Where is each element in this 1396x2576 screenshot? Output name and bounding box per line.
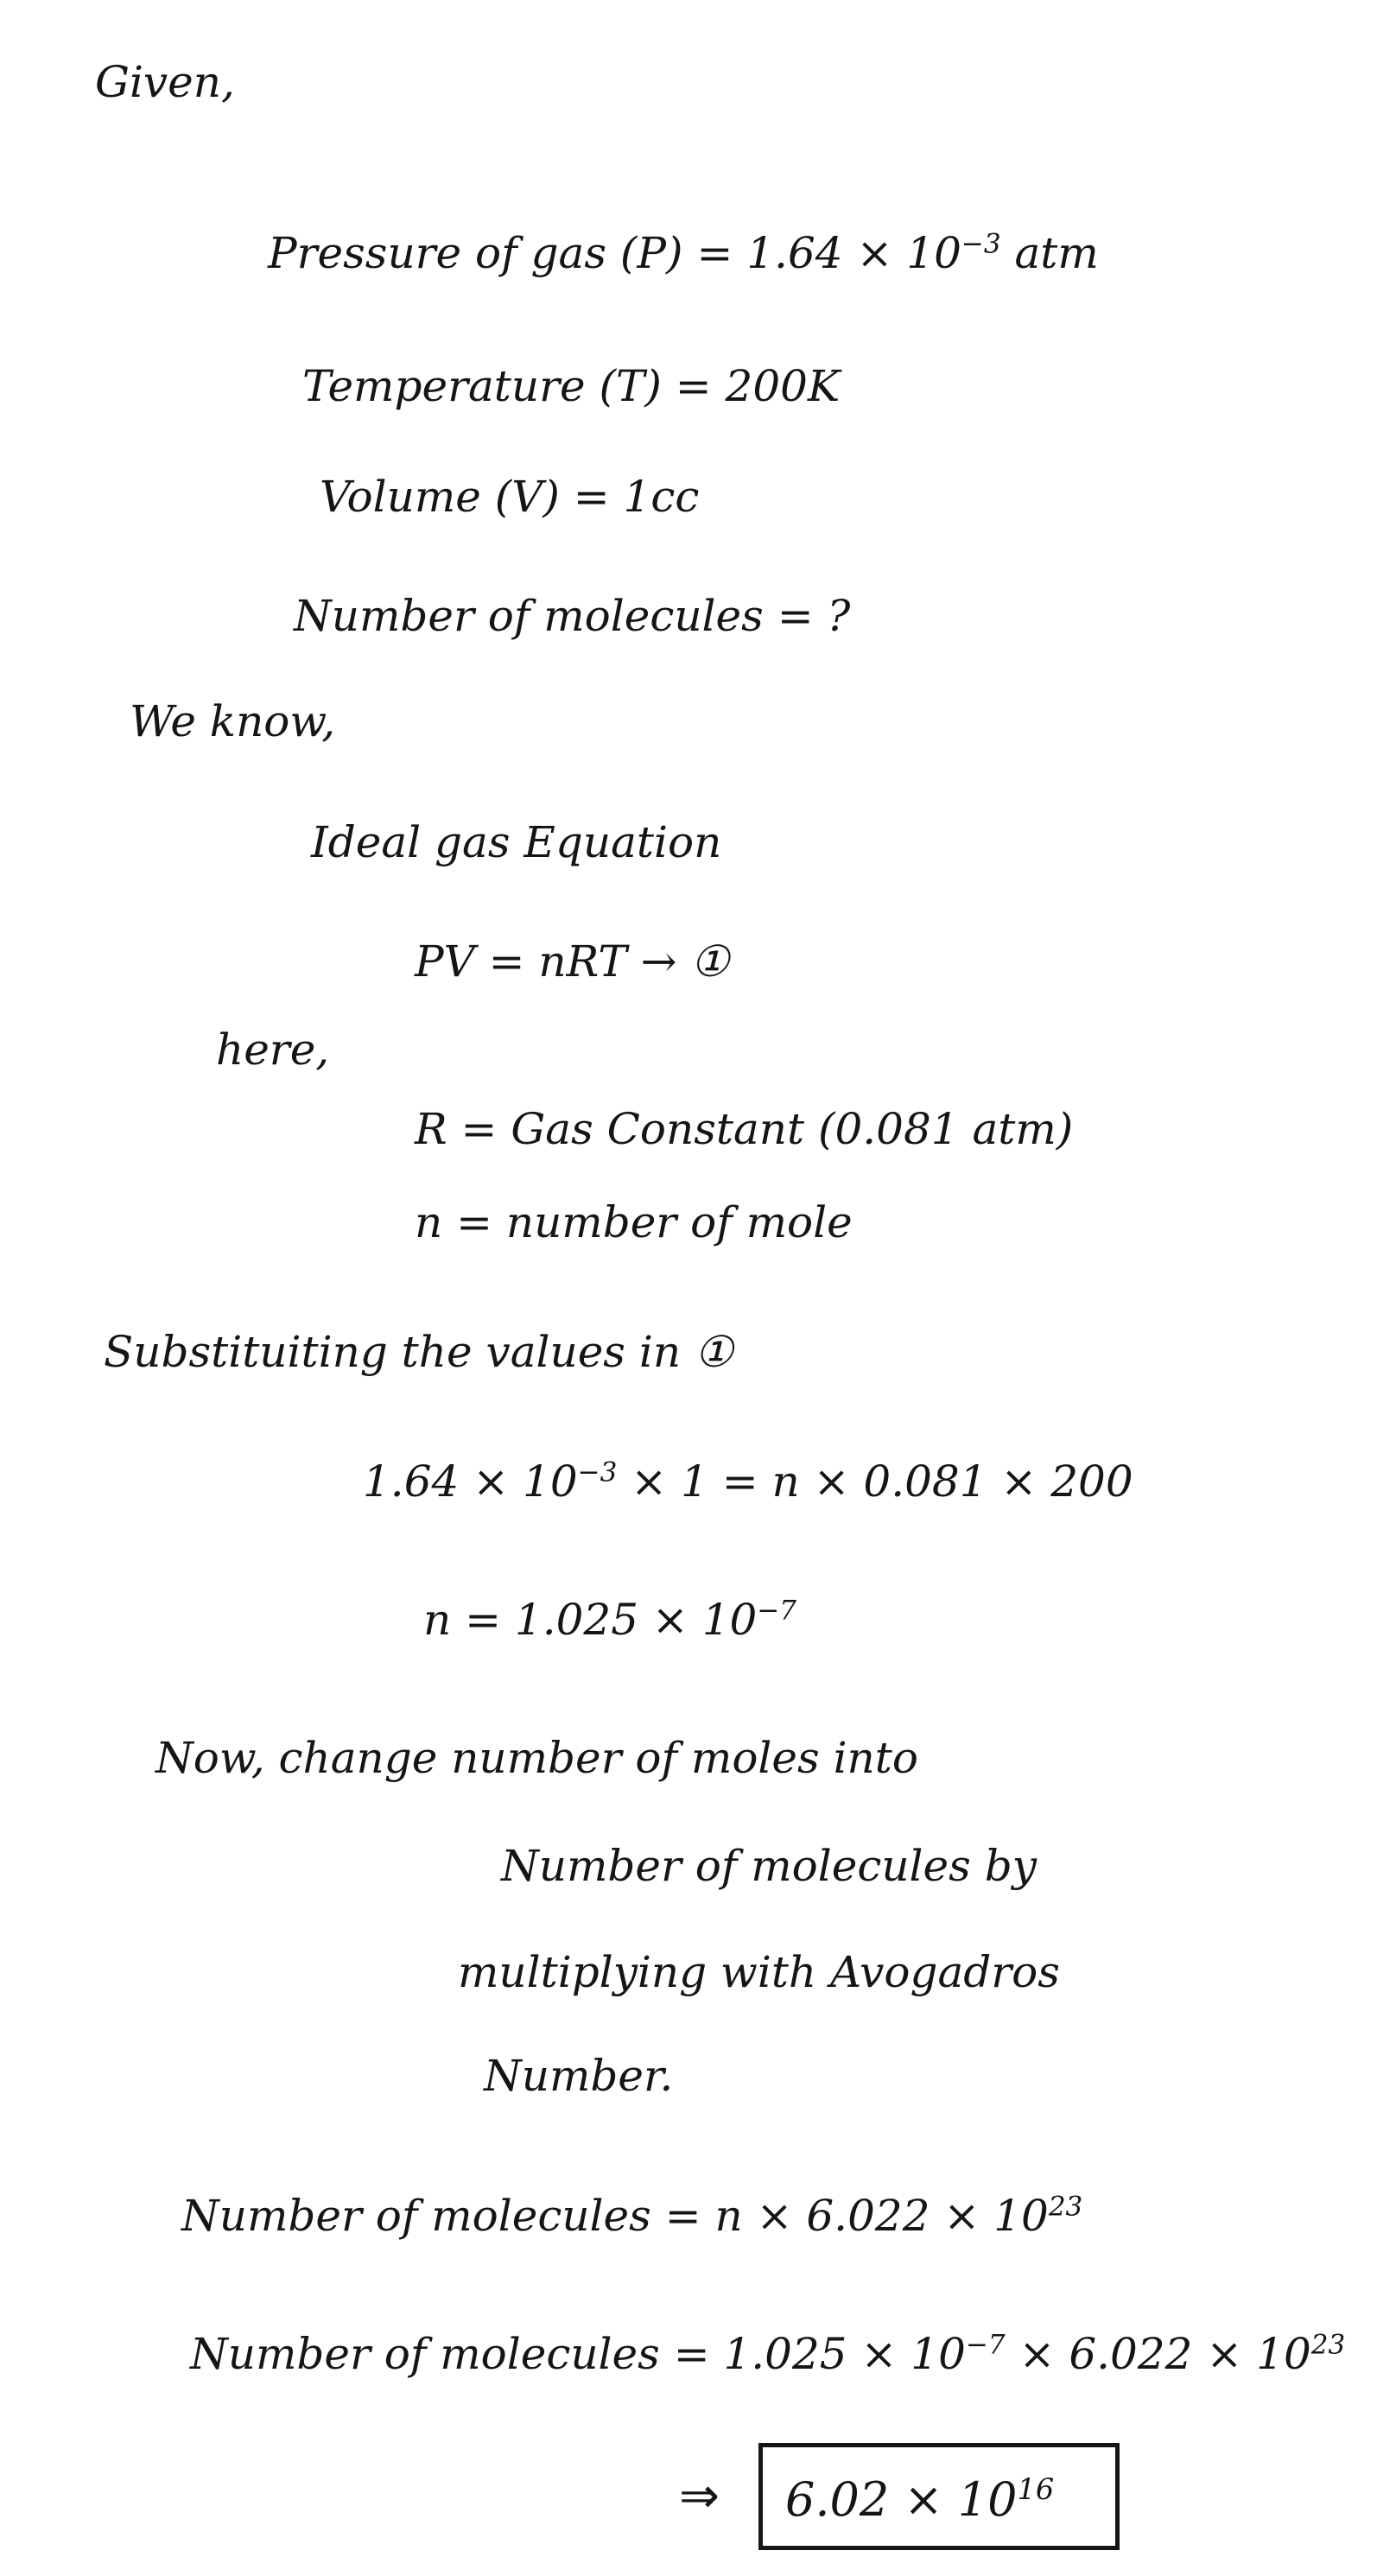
molecules-formula-exponent: 23 xyxy=(1048,2191,1083,2223)
conversion-line-4: Number. xyxy=(484,2051,674,2101)
here-line: here, xyxy=(216,1025,330,1075)
conversion-line-3: multiplying with Avogadros xyxy=(458,1947,1060,1997)
moles-result xyxy=(423,1595,797,1645)
given-heading: Given, xyxy=(95,57,235,107)
moles-exponent: −7 xyxy=(757,1595,797,1627)
pressure-exponent: −3 xyxy=(961,228,1001,260)
substitution-intro: Substituiting the values in ① xyxy=(104,1327,733,1377)
volume-line: Volume (V) = 1cc xyxy=(320,472,700,522)
molecules-calculation xyxy=(190,2329,1346,2379)
molecules-calc-exponent-1: −7 xyxy=(965,2329,1006,2361)
pressure-text: Pressure of gas (P) = 1.64 × 10 xyxy=(268,228,961,278)
ideal-gas-equation: PV = nRT → ① xyxy=(415,936,730,987)
mole-definition: n = number of mole xyxy=(415,1197,853,1247)
we-know-line: We know, xyxy=(130,696,336,746)
substitution-right: × 1 = n × 0.081 × 200 xyxy=(617,1456,1133,1507)
substitution-exponent: −3 xyxy=(577,1456,618,1488)
moles-value: n = 1.025 × 10 xyxy=(423,1595,758,1645)
molecules-calc-mid: × 6.022 × 10 xyxy=(1005,2329,1311,2379)
molecules-calc-text: Number of molecules = 1.025 × 10 xyxy=(190,2329,966,2379)
final-answer-box xyxy=(758,2443,1120,2550)
molecules-formula-text: Number of molecules = n × 6.022 × 10 xyxy=(181,2191,1049,2241)
ideal-gas-heading: Ideal gas Equation xyxy=(311,817,722,867)
final-answer xyxy=(785,2472,1055,2527)
temperature-line: Temperature (T) = 200K xyxy=(302,361,841,411)
implies-arrow-icon: ⇒ xyxy=(679,2468,720,2524)
conversion-line-2: Number of molecules by xyxy=(501,1841,1037,1891)
substitution-left: 1.64 × 10 xyxy=(363,1456,578,1507)
pressure-line xyxy=(268,228,1099,278)
unknown-line: Number of molecules = ? xyxy=(294,591,851,641)
molecules-formula xyxy=(181,2191,1083,2241)
substitution-equation xyxy=(363,1456,1133,1507)
molecules-calc-exponent-2: 23 xyxy=(1310,2329,1346,2361)
final-answer-exponent: 16 xyxy=(1017,2472,1055,2506)
pressure-unit: atm xyxy=(1000,228,1099,278)
gas-constant-definition: R = Gas Constant (0.081 atm) xyxy=(415,1104,1074,1154)
final-answer-value: 6.02 × 10 xyxy=(785,2472,1018,2527)
conversion-line-1: Now, change number of moles into xyxy=(155,1733,918,1783)
